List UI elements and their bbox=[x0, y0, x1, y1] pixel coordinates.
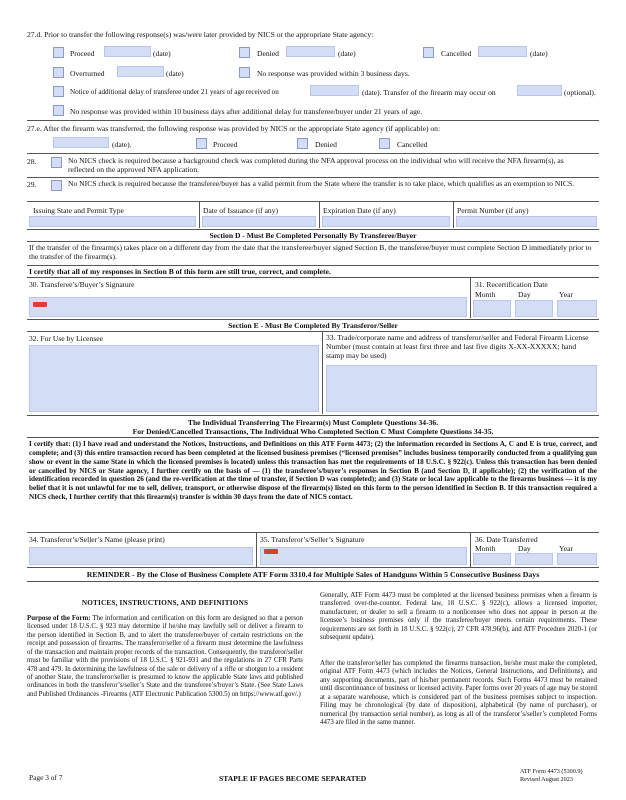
divider bbox=[27, 229, 599, 230]
purpose-lead: Purpose of the Form: bbox=[27, 615, 91, 622]
divider bbox=[27, 241, 599, 242]
q36-day-field[interactable] bbox=[515, 553, 553, 565]
denied-checkbox[interactable] bbox=[239, 47, 250, 58]
q31-month-label: Month bbox=[475, 290, 496, 299]
denied-date-label: (date) bbox=[338, 49, 356, 58]
divider bbox=[453, 202, 454, 228]
individual-instructions-2: For Denied/Cancelled Transactions, The Individual Who Completed Section C Must Complete Questions 34-35. bbox=[132, 427, 494, 436]
q29-checkbox[interactable] bbox=[51, 180, 62, 191]
q34-label: 34. Transferor’s/Seller’s Name (please print) bbox=[29, 535, 165, 544]
form-page bbox=[27, 0, 599, 800]
q27e-cancelled-label: Cancelled bbox=[397, 140, 428, 149]
divider bbox=[322, 332, 323, 414]
section-d-intro: If the transfer of the firearm(s) takes place on a different day from the date that the transferee/buyer signed Section B, the transferee/buyer must complete Section D immediately prior to the transfer of the firearm(s). bbox=[29, 243, 592, 262]
q27e-denied-checkbox[interactable] bbox=[297, 138, 308, 149]
date-transfer-label: (date). Transfer of the firearm may occur on bbox=[362, 88, 496, 97]
proceed-label: Proceed bbox=[70, 49, 95, 58]
signature-flag-icon bbox=[33, 302, 47, 307]
permit-issuance-label: Date of Issuance (if any) bbox=[203, 206, 279, 215]
q36-day-label: Day bbox=[518, 544, 531, 553]
q29-text: No NICS check is required because the transferee/buyer has a valid permit from the State where the transfer is to take place, which qualifies as an exemption to NICS. bbox=[68, 179, 575, 188]
divider bbox=[27, 437, 599, 438]
licensee-use-field[interactable] bbox=[29, 345, 319, 412]
purpose-body: The information and certification on this form are designed so that a person licensed under 18 U.S.C. § 923 may determine if he/she may lawfully sell or deliver a firearm to the person identified in Section B, and to alert the transferee/buyer of certain restrictions on the receipt and possession of firearms. The transferor/seller of a firearm must determine the lawfulness of the transaction and maintain proper records of the transaction. Consequently, the transferor/seller must be familiar with the provisions of 18 U.S.C. § 921-931 and the regulations in 27 CFR Parts 478 and 479. In determining the lawfulness of the sale or delivery of a rifle or shotgun to a resident of another State, the transferor/seller is presumed to know the applicable State laws and published ordinances in both the transferor’s/seller’s State and the transferee’s/buyer’s State. (See State Laws and Published Ordinances -Firearms (ATF Electronic Publication 5300.5) on https://www.atf.gov/.) bbox=[27, 615, 303, 698]
q31-year-label: Year bbox=[559, 290, 573, 299]
overturned-label: Overturned bbox=[70, 69, 105, 78]
permit-expiration-label: Expiration Date (if any) bbox=[323, 206, 396, 215]
q36-year-label: Year bbox=[559, 544, 573, 553]
divider bbox=[319, 202, 320, 228]
transferor-certification: I certify that: (1) I have read and understand the Notices, Instructions, and Definitions on this ATF Form 4473; (2) the information recorded in Sections A, C and E is true, correct, and complete; and (3) this entire transaction record has been completed at the licensed business premises (“licensed premises” includes business temporarily conducted from a qualifying gun show or event in the same State in which the licensed premises is located) unless this transaction has met the requirements of 18 U.S.C. § 922(c). Unless this transaction has been denied or cancelled by NICS or State agency, I further certify on the basis of — (1) the transferee’s/buyer’s responses in Section B (and Section D, if applicable); (2) the verification of the identification recorded in question 26 (and the re-verification at the time of transfer, if Section D was completed); and (3) State or local law applicable to the firearms business — it is my belief that it is not unlawful for me to sell, deliver, transport, or otherwise dispose of the firearm(s) listed on this form to the person identified in Section B. If this transaction required a NICS check, I further certify that this firearm(s) transfer is within 30 days from the date of NICS contact. bbox=[29, 440, 597, 502]
divider bbox=[199, 202, 200, 228]
q27e-proceed-label: Proceed bbox=[213, 140, 238, 149]
cancelled-label: Cancelled bbox=[441, 49, 472, 58]
reminder-text: REMINDER - By the Close of Business Complete ATF Form 3310.4 for Multiple Sales of Handguns Within 5 Consecutive Business Days bbox=[86, 570, 540, 579]
q27e-cancelled-checkbox[interactable] bbox=[379, 138, 390, 149]
permit-number-field[interactable] bbox=[456, 216, 597, 227]
proceed-date-field[interactable] bbox=[104, 46, 151, 57]
divider bbox=[27, 153, 599, 154]
notice-delay-date-field[interactable] bbox=[310, 85, 359, 96]
q36-month-label: Month bbox=[475, 544, 496, 553]
form-revised: Revised August 2023 bbox=[520, 776, 573, 783]
divider bbox=[27, 331, 599, 332]
signature-flag-icon bbox=[264, 549, 278, 554]
section-d-certify: I certify that all of my responses in Section B of this form are still true, correct, and complete. bbox=[29, 267, 331, 276]
no-response-10-label: No response was provided within 10 business days after additional delay for transferee/buyer under 21 years of age. bbox=[70, 107, 423, 116]
no-response-3-checkbox[interactable] bbox=[239, 67, 250, 78]
overturned-date-field[interactable] bbox=[117, 66, 164, 77]
divider bbox=[27, 581, 599, 582]
cancelled-checkbox[interactable] bbox=[423, 47, 434, 58]
form-id: ATF Form 4473 (5300.9) bbox=[520, 768, 583, 775]
q28-checkbox[interactable] bbox=[51, 157, 62, 168]
section-e-title: Section E - Must Be Completed By Transferor/Seller bbox=[228, 321, 398, 330]
overturned-date-label: (date) bbox=[166, 69, 184, 78]
permit-number-label: Permit Number (if any) bbox=[457, 206, 529, 215]
permit-state-field[interactable] bbox=[29, 216, 196, 227]
notices-right-p2: After the transferor/seller has completed the firearms transaction, he/she must make the completed, original ATF Form 4473 (which includes the Notices, General Instructions, and Definitions), and any supporting documents, part of his/her permanent records. Such Forms 4473 must be retained until discontinuance of business or licensed activity. Paper forms over 20 years of age may be stored at a separate warehouse, which is considered part of the business premises subject to inspection. Filing may be chronological (by date of disposition), alphabetical (by name of purchaser), or numerical (by transaction serial number), as long as all of the transferor’s/seller’s completed Forms 4473 are filed in the same manner. bbox=[320, 660, 597, 726]
q28-text: No NICS check is required because a background check was completed during the NFA approval process on the individual who will receive the NFA firearm(s), as reflected on the approved NFA application. bbox=[68, 156, 564, 175]
permit-issuance-field[interactable] bbox=[202, 216, 316, 227]
licensee-address-field[interactable] bbox=[326, 365, 597, 412]
permit-expiration-field[interactable] bbox=[322, 216, 450, 227]
section-d-title: Section D - Must Be Completed Personally By Transferee/Buyer bbox=[209, 231, 417, 240]
seller-signature-field[interactable] bbox=[260, 547, 467, 565]
permit-state-label: Issuing State and Permit Type bbox=[33, 206, 124, 215]
q29-number: 29. bbox=[27, 180, 37, 189]
q27e-date-field[interactable] bbox=[53, 137, 109, 148]
q35-label: 35. Transferor’s/Seller’s Signature bbox=[260, 535, 365, 544]
staple-notice: STAPLE IF PAGES BECOME SEPARATED bbox=[219, 774, 367, 783]
q27e-denied-label: Denied bbox=[315, 140, 337, 149]
no-response-3-label: No response was provided within 3 business days. bbox=[257, 69, 410, 78]
q27d-heading: 27.d. Prior to transfer the following response(s) was/were later provided by NICS or the appropriate State agency: bbox=[27, 30, 374, 39]
seller-name-field[interactable] bbox=[29, 547, 253, 565]
divider bbox=[27, 319, 599, 320]
divider bbox=[27, 265, 599, 266]
proceed-date-label: (date) bbox=[153, 49, 171, 58]
notices-right-p1: Generally, ATF Form 4473 must be completed at the licensed business premises when a firearm is transferred over-the-counter. Federal law, 18 U.S.C. § 922(c), allows a licensed importer, manufacturer, or dealer to sell a firearm to a nonlicensee who does not appear in person at the licensee’s business premises only if the transferee/buyer meets certain requirements. These requirements are set forth in 18 U.S.C. § 922(c), 27 CFR 478.96(b), and ATF Procedure 2020-1 (or subsequent update). bbox=[320, 592, 597, 642]
q36-year-field[interactable] bbox=[557, 553, 597, 565]
notices-title: NOTICES, INSTRUCTIONS, AND DEFINITIONS bbox=[81, 599, 249, 607]
no-response-10-checkbox[interactable] bbox=[53, 105, 64, 116]
individual-instructions-1: The Individual Transferring The Firearm(s) Must Complete Questions 34-36. bbox=[187, 418, 439, 427]
cancelled-date-label: (date) bbox=[530, 49, 548, 58]
divider bbox=[27, 201, 599, 202]
overturned-checkbox[interactable] bbox=[53, 67, 64, 78]
notice-delay-checkbox[interactable] bbox=[53, 86, 64, 97]
optional-label: (optional). bbox=[564, 88, 596, 97]
divider bbox=[470, 533, 471, 567]
q31-month-field[interactable] bbox=[473, 300, 511, 317]
q28-number: 28. bbox=[27, 157, 37, 166]
q36-label: 36. Date Transferred bbox=[475, 535, 538, 544]
notice-delay-label: Notice of additional delay of transferee under 21 years of age received on bbox=[70, 88, 279, 96]
divider bbox=[470, 278, 471, 318]
buyer-signature-field[interactable] bbox=[29, 297, 467, 317]
divider bbox=[27, 567, 599, 568]
divider bbox=[27, 277, 599, 278]
q36-month-field[interactable] bbox=[473, 553, 511, 565]
q27e-proceed-checkbox[interactable] bbox=[196, 138, 207, 149]
cancelled-date-field[interactable] bbox=[478, 46, 527, 57]
proceed-checkbox[interactable] bbox=[53, 47, 64, 58]
divider bbox=[27, 415, 599, 416]
divider bbox=[27, 177, 599, 178]
q33-label: 33. Trade/corporate name and address of transferor/seller and Federal Firearm License Number (must contain at least first three and last five digits X-XX-XXXXX; hand stamp may be used) bbox=[326, 333, 589, 361]
q27e-date-label: (date). bbox=[112, 140, 132, 149]
divider bbox=[256, 533, 257, 567]
q30-label: 30. Transferee’s/Buyer’s Signature bbox=[29, 280, 135, 289]
purpose-paragraph bbox=[27, 615, 303, 699]
q27e-heading: 27.e. After the firearm was transferred, the following response was provided by NICS or the appropriate State agency (if applicable) on: bbox=[27, 124, 441, 133]
q31-label: 31. Recertification Date bbox=[475, 280, 548, 289]
divider bbox=[27, 532, 599, 533]
q31-year-field[interactable] bbox=[557, 300, 597, 317]
denied-label: Denied bbox=[257, 49, 279, 58]
transfer-date-field[interactable] bbox=[517, 85, 562, 96]
divider bbox=[27, 120, 599, 121]
q31-day-label: Day bbox=[518, 290, 531, 299]
denied-date-field[interactable] bbox=[286, 46, 335, 57]
q32-label: 32. For Use by Licensee bbox=[29, 334, 104, 343]
q31-day-field[interactable] bbox=[515, 300, 553, 317]
page-number: Page 3 of 7 bbox=[29, 773, 63, 782]
